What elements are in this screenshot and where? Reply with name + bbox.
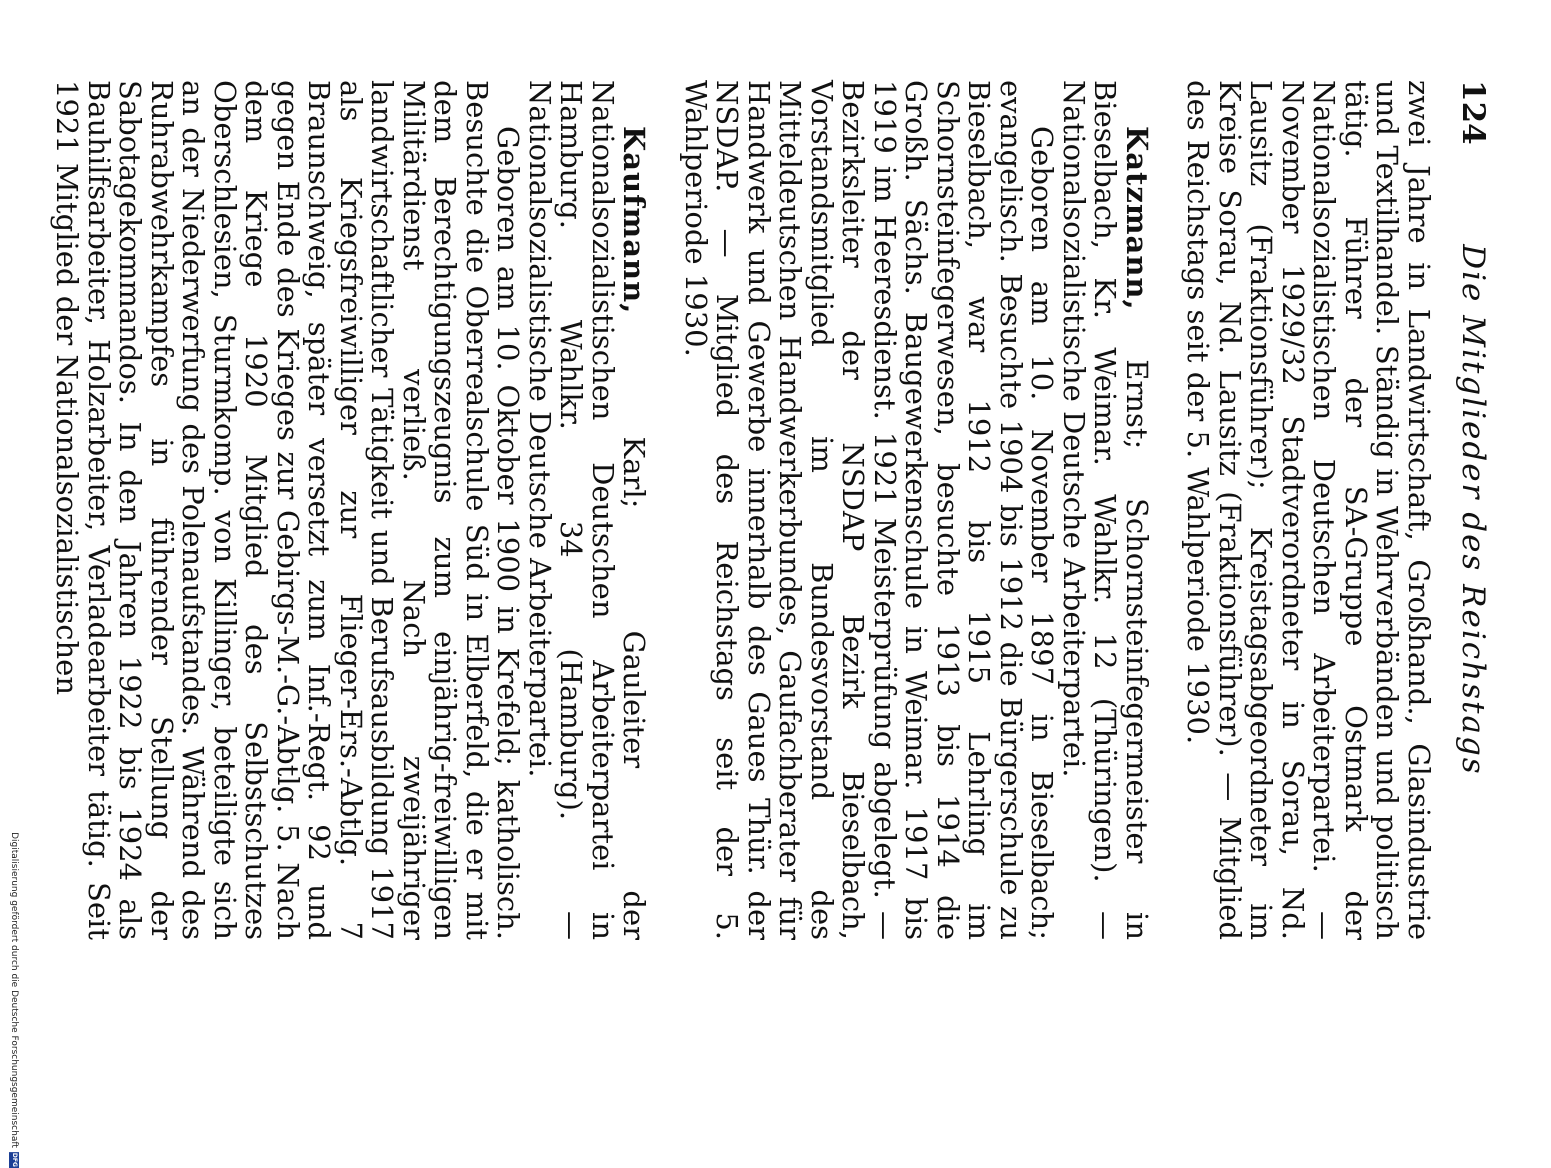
page-content — [50, 80, 1436, 940]
dfg-logo: DFG — [11, 1152, 18, 1167]
entry-intro: Karl; Gauleiter der Nationalsozialistischen Deutschen Arbeiterpartei in Hamburg. Wahlkr. 34 (Hamburg). — Nationalsozialistische Deutsche Arbeiterpartei. — [522, 80, 651, 940]
continuation-paragraph: zwei Jahre in Landwirtschaft, Großhand., Glasindustrie und Textilhandel. Ständig in Wehrverbänden und politisch tätig. Führer der SA-Gruppe Ostmark der Nationalsozialistischen Deutschen Arbeiterpartei. — November 1929/32 Stadtverordneter in Sorau, Nd. Lausitz (Fraktionsführer); Kreistagsabgeordneter im Kreise Sorau, Nd. Lausitz (Fraktionsführer). — Mitglied des Reichstags seit der 5. Wahlperiode 1930. — [1181, 80, 1436, 940]
document-page — [50, 40, 1496, 960]
biography-entry-katzmann — [679, 80, 1152, 940]
continuation-entry — [1182, 80, 1434, 940]
entry-heading — [1057, 80, 1152, 940]
page-title: Die Mitglieder des Reichstags — [1454, 244, 1491, 776]
running-head — [1452, 80, 1491, 940]
entry-heading — [523, 80, 649, 940]
biography-entry-kaufmann — [51, 80, 650, 940]
page-number: 124 — [1454, 80, 1491, 145]
attribution-text: Digitalisierung gefördert durch die Deutsche Forschungsgemeinschaft — [9, 832, 19, 1148]
entry-intro: Ernst; Schornsteinfegermeister in Bieselbach, Kr. Weimar. Wahlkr. 12 (Thüringen). — Nationalsozialistische Deutsche Arbeiterpartei. — [1056, 80, 1154, 940]
attribution-inner — [9, 832, 19, 1168]
entry-body: Geboren am 10. Oktober 1900 in Krefeld; katholisch. Besuchte die Oberrealschule Süd in Elberfeld, die er mit dem Berechtigungszeugnis zum einjährig-freiwilligen Militärdienst verließ. Nach zweijähriger landwirtschaftlicher Tätigkeit und Berufsausbildung 1917 als Kriegsfreiwilliger zur Flieger-Ers.-Abtlg. 7 Braunschweig, später versetzt zum Inf.-Regt. 92 und gegen Ende des Krieges zur Gebirgs-M.-G.-Abtlg. 5. Nach dem Kriege 1920 Mitglied des Selbstschutzes Oberschlesien, Sturmkomp. von Killinger, beteiligte sich an der Niederwerfung des Polenaufstandes. Während des Ruhrabwehrkampfes in führender Stellung der Sabotagekommandos. In den Jahren 1922 bis 1924 als Bauhilfsarbeiter, Holzarbeiter, Verladearbeiter tätig. Seit 1921 Mitglied der Nationalsozialistischen — [50, 80, 525, 940]
entry-body: Geboren am 10. November 1897 in Bieselbach; evangelisch. Besuchte 1904 bis 1912 die Bürgerschule zu Bieselbach, war 1912 bis 1915 Lehrling im Schornsteinfegerwesen, besuchte 1913 bis 1914 die Großh. Sächs. Baugewerkenschule in Weimar. 1917 bis 1919 im Heeresdienst. 1921 Meisterprüfung abgelegt. — Bezirksleiter der NSDAP Bezirk Bieselbach, Vorstandsmitglied im Bundesvorstand des Mitteldeutschen Handwerkerbundes, Gaufachberater für Handwerk und Gewerbe innerhalb des Gaues Thür. der NSDAP. — Mitglied des Reichstags seit der 5. Wahlperiode 1930. — [678, 80, 1059, 940]
entry-surname: Katzmann, — [1119, 126, 1154, 311]
entry-surname: Kaufmann, — [617, 126, 651, 315]
